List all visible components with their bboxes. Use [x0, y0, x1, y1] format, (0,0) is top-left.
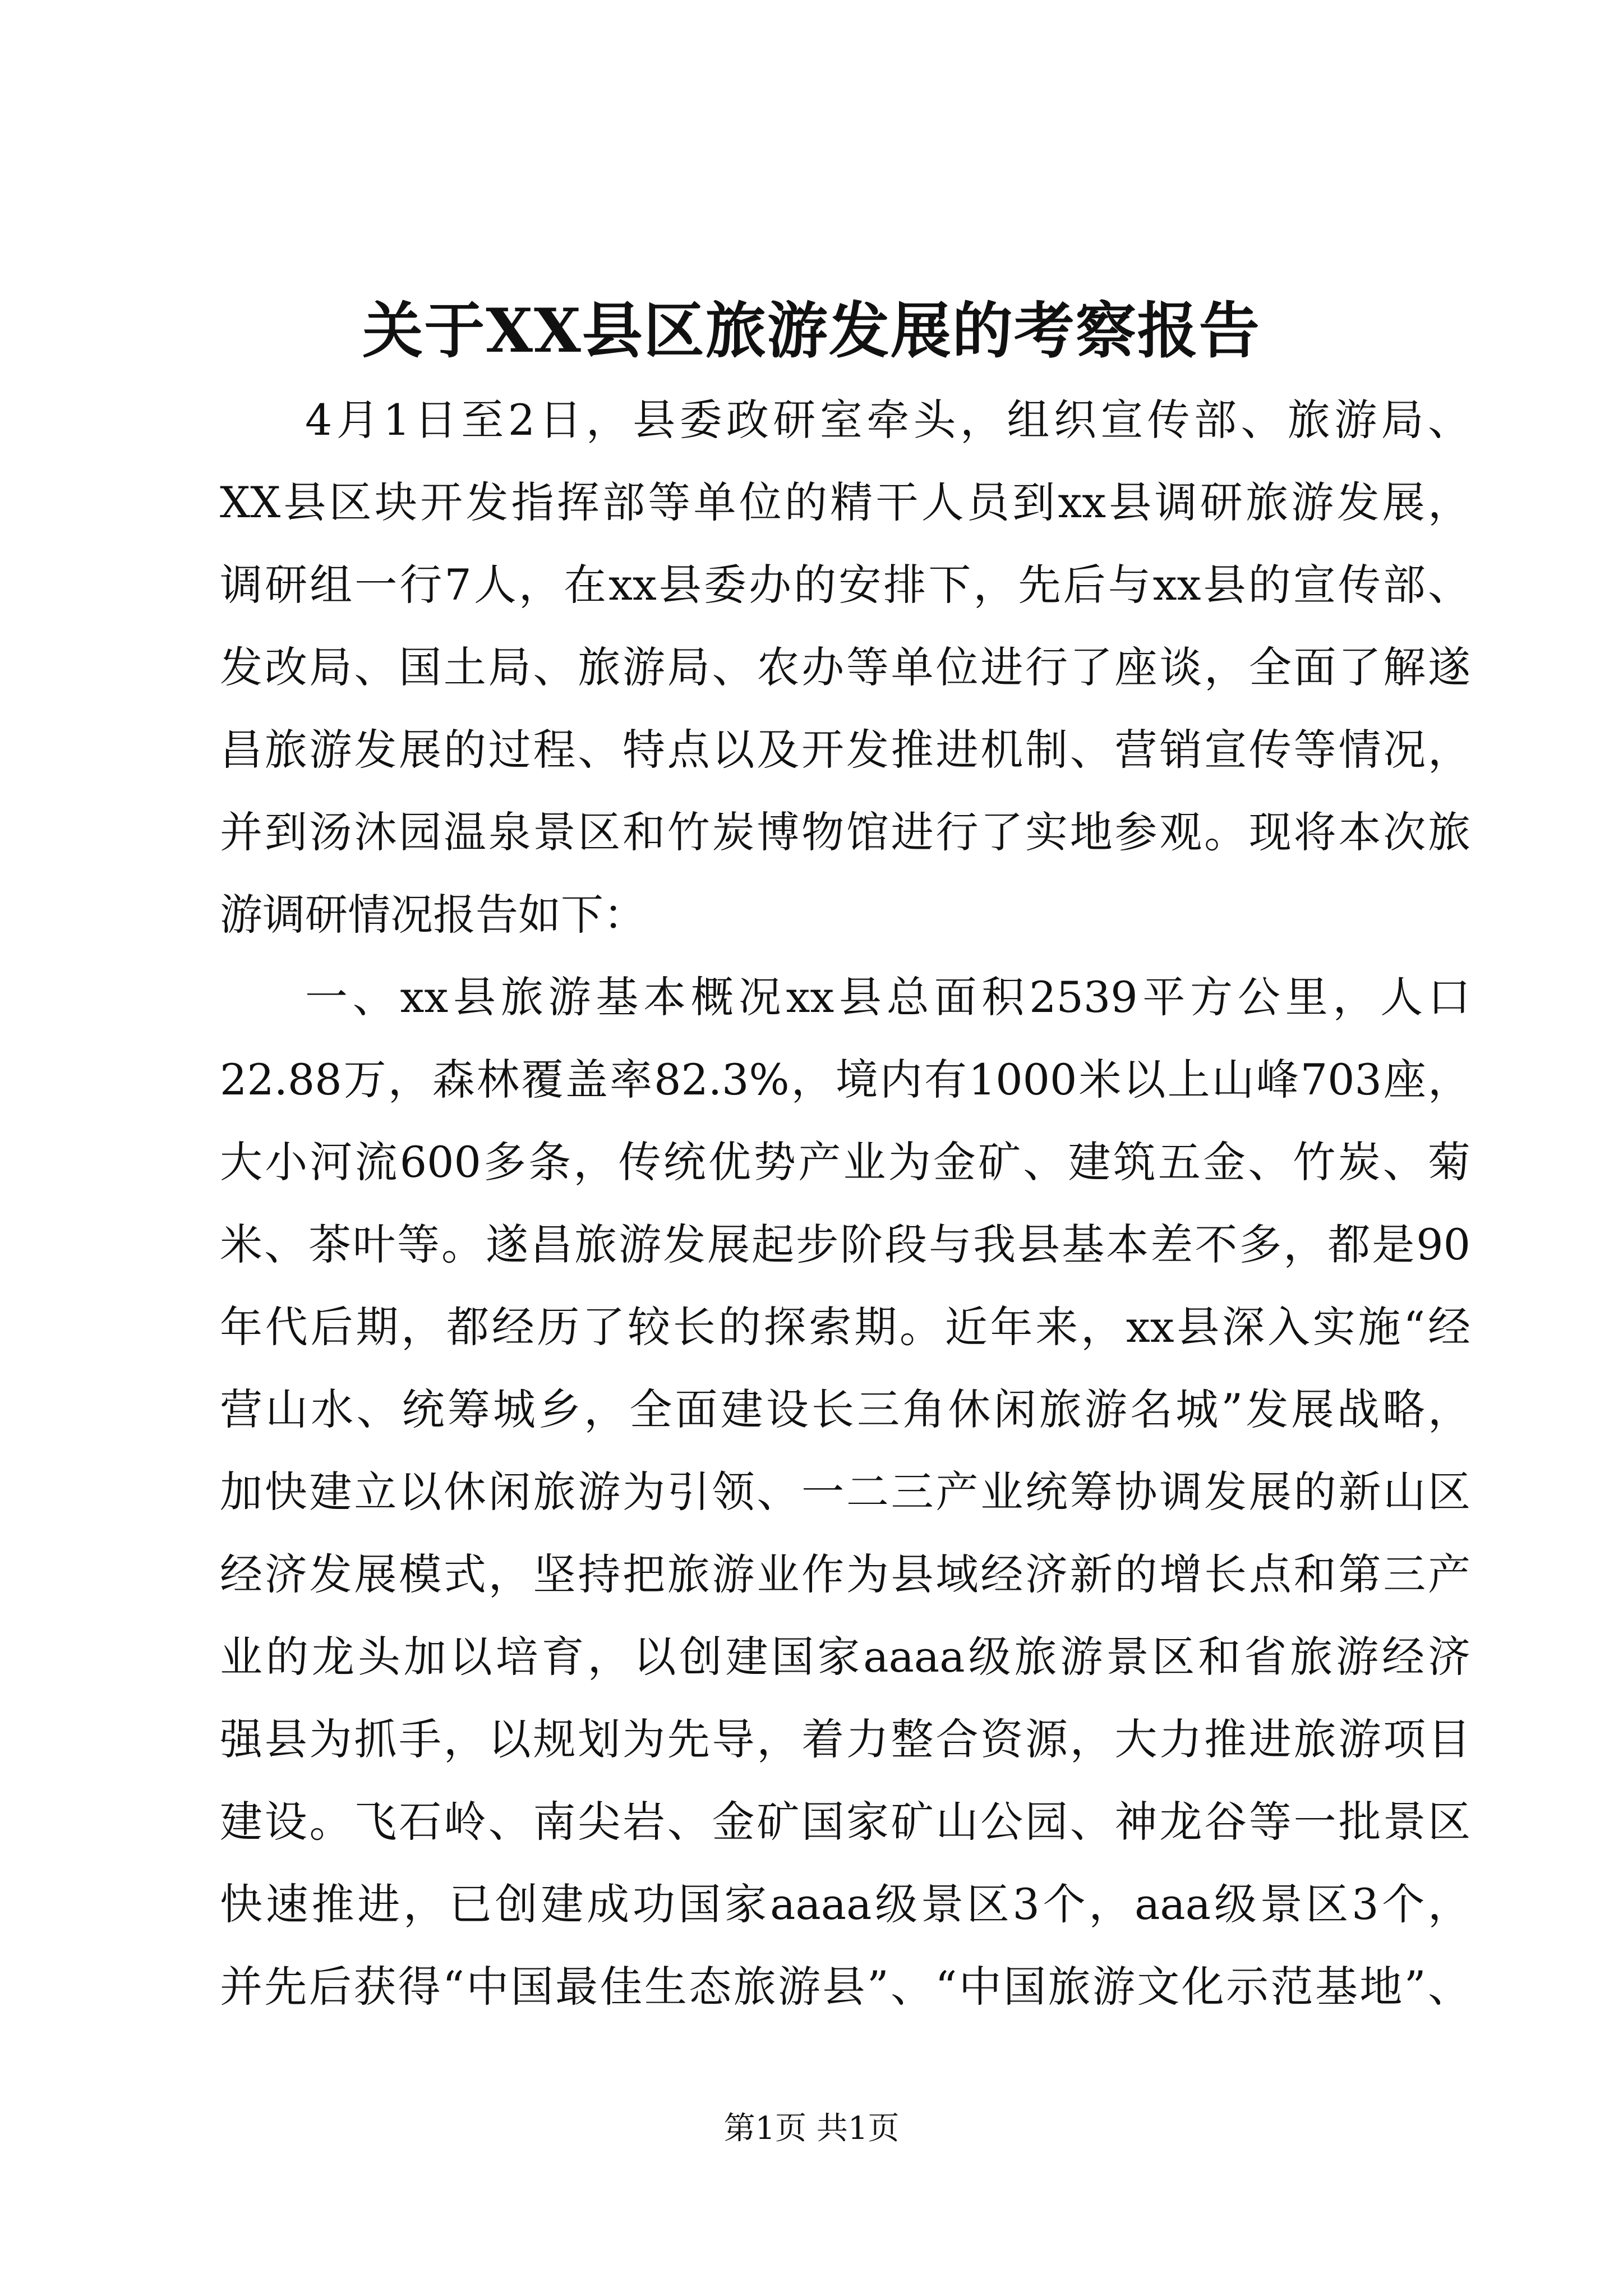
body-line: 游调研情况报告如下：	[220, 890, 646, 940]
body-line: 昌旅游发展的过程、特点以及开发推进机制、营销宣传等情况，	[220, 725, 1470, 775]
body-line: 营山水、统筹城乡，全面建设长三角休闲旅游名城”发展战略，	[220, 1384, 1470, 1434]
body-line: 经济发展模式，坚持把旅游业作为县域经济新的增长点和第三产	[220, 1549, 1470, 1599]
body-line: 4月1日至2日，县委政研室牵头，组织宣传部、旅游局、	[305, 395, 1470, 445]
body-line: 发改局、国土局、旅游局、农办等单位进行了座谈，全面了解遂	[220, 642, 1470, 692]
page-footer: 第1页 共1页	[723, 2110, 900, 2147]
document-title: 关于XX县区旅游发展的考察报告	[362, 296, 1261, 366]
body-line: 一、xx县旅游基本概况xx县总面积2539平方公里，人口	[305, 972, 1470, 1022]
body-line: 22.88万，森林覆盖率82.3%，境内有1000米以上山峰703座，	[220, 1055, 1470, 1105]
body-line: 建设。飞石岭、南尖岩、金矿国家矿山公园、神龙谷等一批景区	[220, 1797, 1470, 1847]
body-line: 调研组一行7人，在xx县委办的安排下，先后与xx县的宣传部、	[220, 560, 1470, 610]
body-line: 业的龙头加以培育，以创建国家aaaa级旅游景区和省旅游经济	[220, 1632, 1470, 1682]
body-line: 加快建立以休闲旅游为引领、一二三产业统筹协调发展的新山区	[220, 1467, 1470, 1517]
body-line: 大小河流600多条，传统优势产业为金矿、建筑五金、竹炭、菊	[220, 1137, 1470, 1187]
document-body	[220, 379, 1470, 2028]
body-line: 年代后期，都经历了较长的探索期。近年来，xx县深入实施“经	[220, 1302, 1470, 1352]
body-line: 并到汤沐园温泉景区和竹炭博物馆进行了实地参观。现将本次旅	[220, 807, 1470, 857]
body-line: 米、茶叶等。遂昌旅游发展起步阶段与我县基本差不多，都是90	[220, 1220, 1470, 1269]
body-line: 并先后获得“中国最佳生态旅游县”、“中国旅游文化示范基地”、	[220, 1962, 1470, 2012]
body-line: 快速推进，已创建成功国家aaaa级景区3个，aaa级景区3个，	[220, 1879, 1470, 1929]
body-line: 强县为抓手，以规划为先导，着力整合资源，大力推进旅游项目	[220, 1714, 1470, 1764]
body-line: XX县区块开发指挥部等单位的精干人员到xx县调研旅游发展，	[220, 477, 1470, 527]
